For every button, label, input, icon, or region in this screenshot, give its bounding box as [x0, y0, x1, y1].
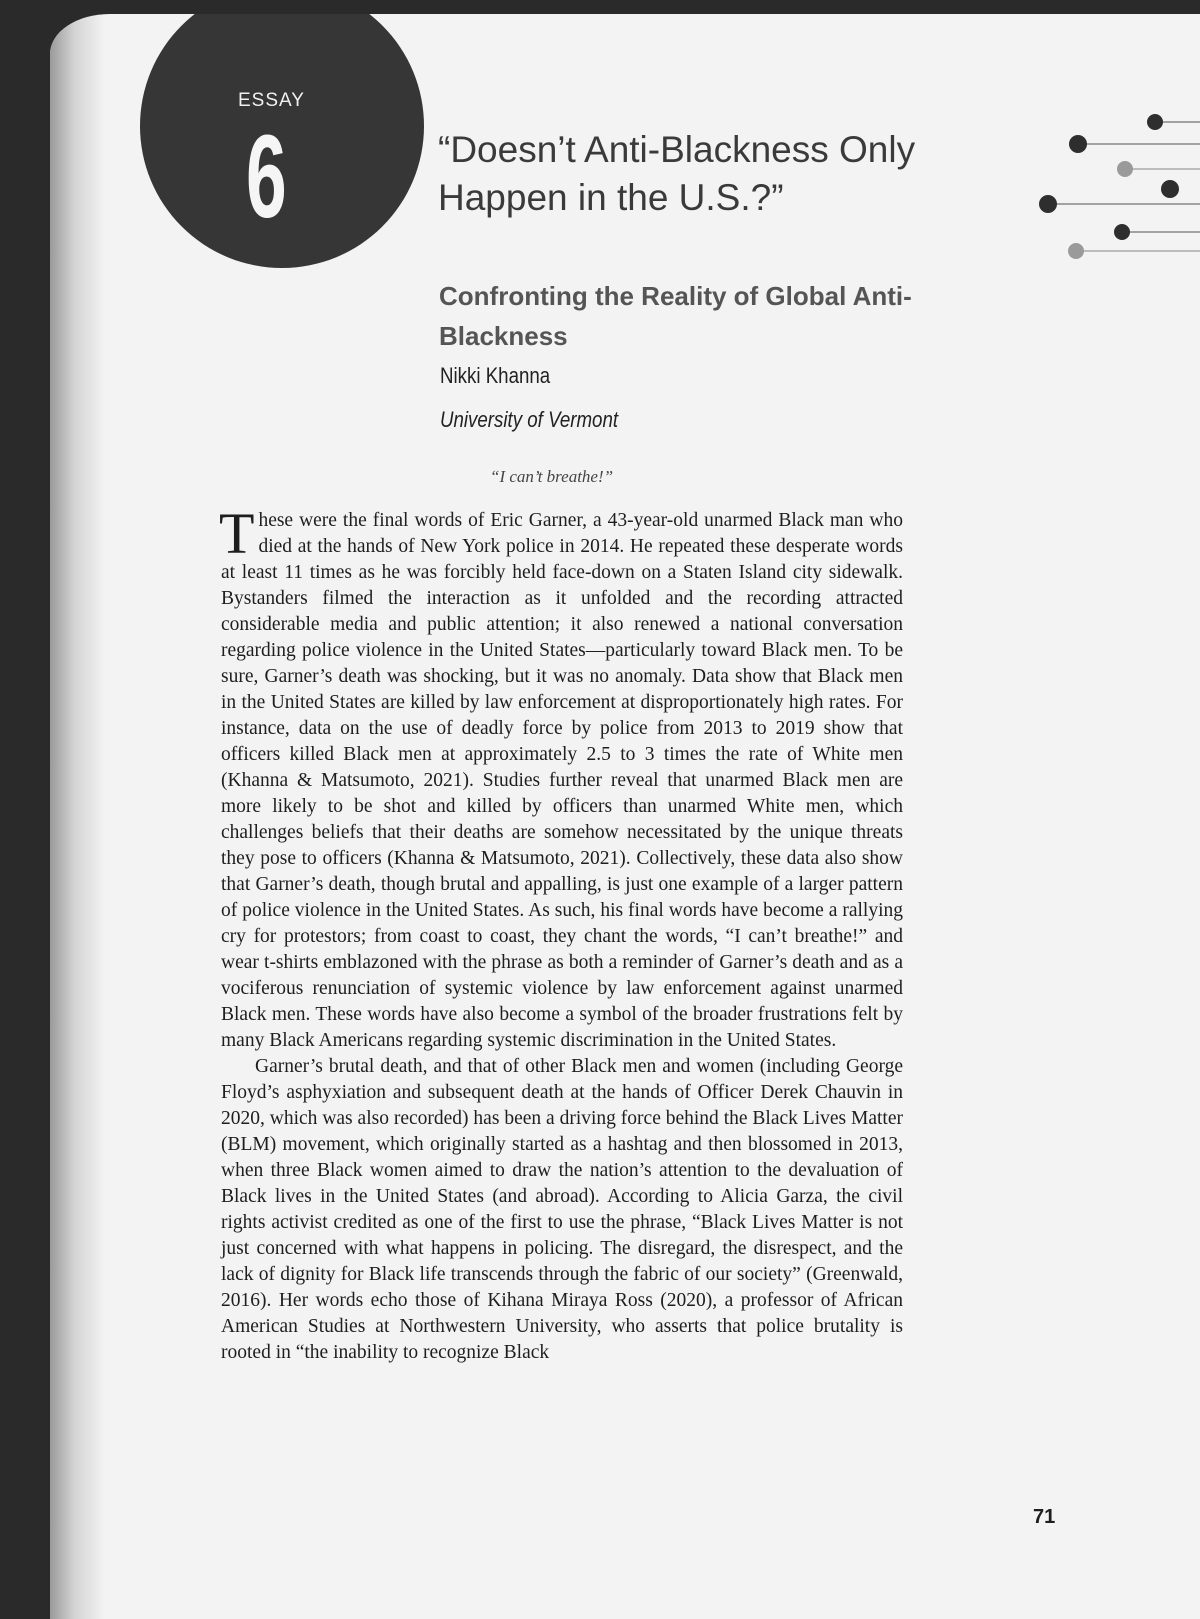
essay-label: ESSAY — [238, 90, 305, 111]
author-affiliation: University of Vermont — [440, 407, 619, 432]
essay-body — [219, 501, 903, 1366]
body-paragraph — [219, 501, 903, 1054]
page-gutter-shadow — [50, 14, 105, 1619]
body-paragraph — [221, 1054, 903, 1366]
epigraph-quote: “I can’t breathe!” — [490, 467, 614, 486]
author-name: Nikki Khanna — [440, 363, 551, 388]
paragraph-text: Garner’s brutal death, and that of other Black men and women (including George Floyd’s asphyxiation and subsequent death at the hands of Officer Derek Chauvin in 2020, which was also recorded) has been a driving force behind the Black Lives Matter (BLM) movement, which originally started as a hashtag and then blossomed in 2013, when three Black women aimed to draw the nation’s attention to the devaluation of Black lives in the United States (and abroad). According to Alicia Garza, the civil rights activist credited as one of the first to use the phrase, “Black Lives Matter is not just concerned with what happens in policing. The disregard, the disrespect, and the lack of dignity for Black life transcends through the fabric of our society” (Greenwald, 2016). Her words echo those of Kihana Miraya Ross (2020), a professor of African American Studies at Northwestern University, who asserts that police brutality is rooted in “the inability to recognize Black — [221, 1056, 903, 1363]
essay-subtitle: Confronting the Reality of Global Anti-Blackness — [439, 281, 912, 351]
book-page — [50, 14, 1200, 1619]
essay-title: “Doesn’t Anti-Blackness Only Happen in the U.S.?” — [438, 129, 916, 218]
paragraph-text: hese were the final words of Eric Garner, a 43-year-old unarmed Black man who died at the hands of New York police in 2014. He repeated these desperate words at least 11 times as he was forcibly held face-down on a Staten Island city sidewalk. Bystanders filmed the interaction as it unfolded and the recording attracted considerable media and public attention; it also renewed a national conversation regarding police violence in the United States—particularly toward Black men. To be sure, Garner’s death was shocking, but it was no anomaly. Data show that Black men in the United States are killed by law enforcement at disproportionately high rates. For instance, data on the use of deadly force by police from 2013 to 2019 show that officers killed Black men at approximately 2.5 to 3 times the rate of White men (Khanna & Matsumoto, 2021). Studies further reveal that unarmed Black men are more likely to be shot and killed by officers than unarmed White men, which challenges beliefs that their deaths are somehow necessitated by the unique threats they pose to officers (Khanna & Matsumoto, 2021). Collectively, these data also show that Garner’s death, though brutal and appalling, is just one example of a larger pattern of police violence in the United States. As such, his final words have become a rallying cry for protestors; from coast to coast, they chant the words, “I can’t breathe!” and wear t-shirts emblazoned with the phrase as both a reminder of Garner’s death and as a vociferous renunciation of systemic violence by law enforcement against unarmed Black men. These words have also become a symbol of the broader frustrations felt by many Black Americans regarding systemic discrimination in the United States. — [221, 510, 903, 1051]
essay-number: 6 — [246, 111, 287, 243]
drop-cap: T — [219, 501, 255, 566]
page-number: 71 — [1033, 1506, 1056, 1528]
